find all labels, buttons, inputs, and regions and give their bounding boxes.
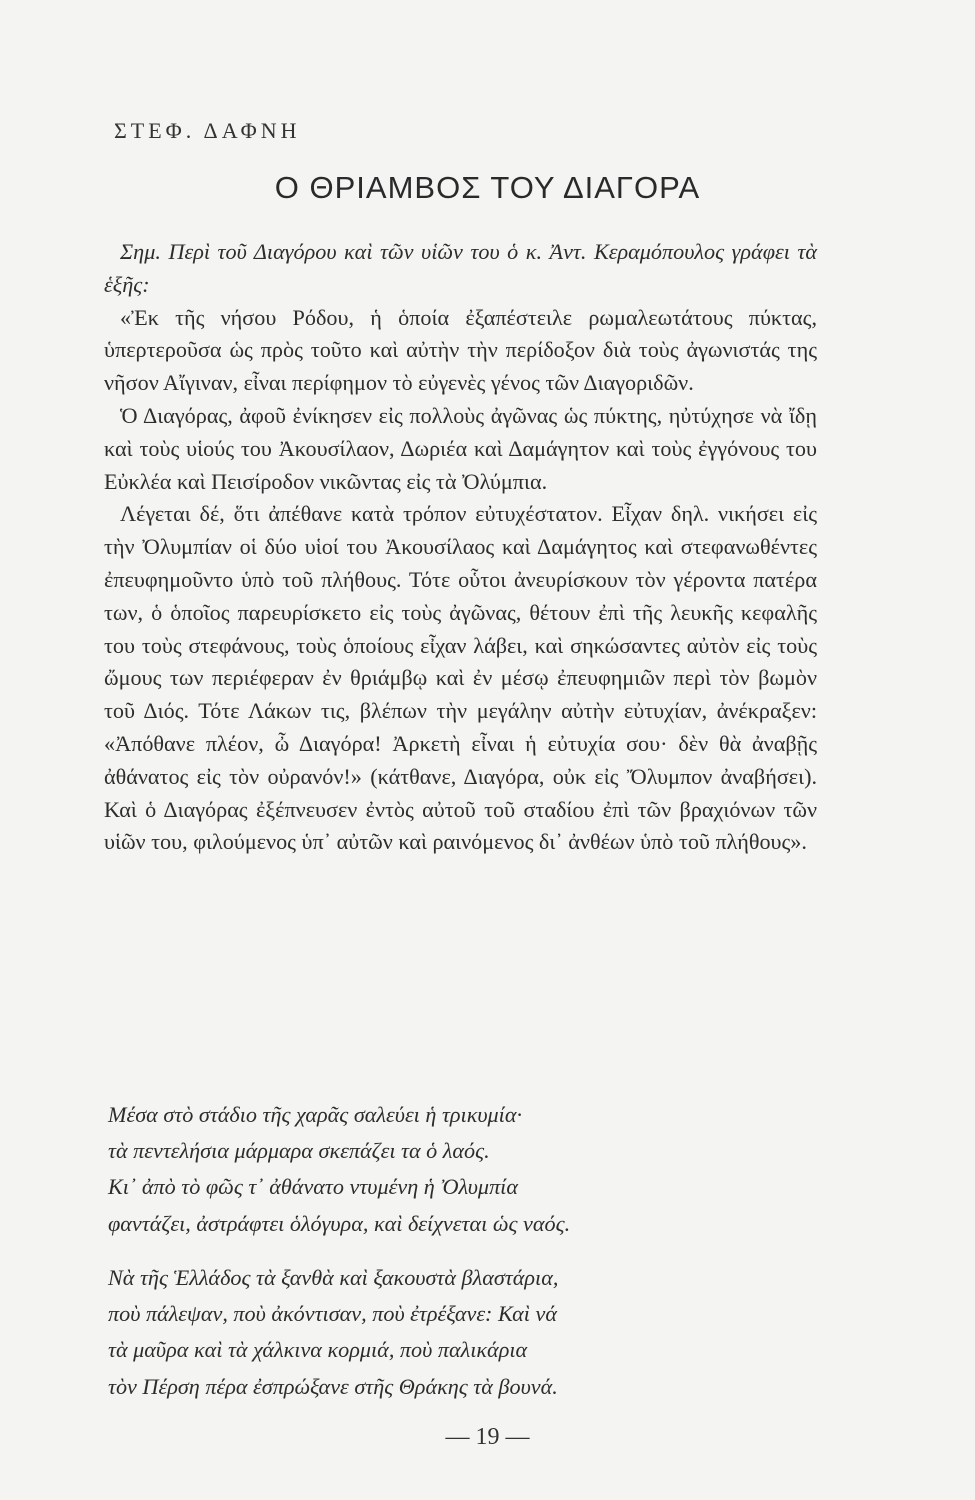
note-text: Περὶ τοῦ Διαγόρου καὶ τῶν υἱῶν του ὁ κ. Ἀντ. Κεραμόπουλος γράφει τὰ ἑξῆς: xyxy=(104,239,817,297)
poem-stanza-2 xyxy=(108,1260,808,1405)
poem-line: Μέσα στὸ στάδιο τῆς χαρᾶς σαλεύει ἡ τρικυμία· xyxy=(108,1102,523,1127)
poem-stanza-1 xyxy=(108,1097,808,1242)
poem-line: τὸν Πέρση πέρα ἐσπρώξανε στῆς Θράκης τὰ βουνά. xyxy=(108,1373,558,1399)
editorial-note xyxy=(104,236,817,302)
quote-paragraph-2: Ὁ Διαγόρας, ἀφοῦ ἐνίκησεν εἰς πολλοὺς ἀγῶνας ὡς πύκτης, ηὐτύχησε νὰ ἴδῃ καὶ τοὺς υἱούς του Ἀκουσίλαον, Δωριέα καὶ Δαμάγητον καὶ τοὺς ἐγγόνους του Εὐκλέα καὶ Πεισίροδον νικῶντας εἰς τὰ Ὀλύμπια. xyxy=(104,402,817,494)
poem-line: τὰ πεντελήσια μάρμαρα σκεπάζει τα ὁ λαός. xyxy=(108,1138,490,1164)
poem-line: Κι᾿ ἀπὸ τὸ φῶς τ᾿ ἀθάνατο ντυμένη ἡ Ὀλυμπία xyxy=(108,1174,518,1200)
poem-line: ποὺ πάλεψαν, ποὺ ἀκόντισαν, ποὺ ἐτρέξανε: Καὶ νά xyxy=(108,1301,558,1327)
poem-line: Νὰ τῆς Ἑλλάδος τὰ ξανθὰ καὶ ξακουστὰ βλαστάρια, xyxy=(108,1265,559,1290)
prose-body xyxy=(104,236,817,859)
quote-paragraph-3: Λέγεται δέ, ὅτι ἀπέθανε κατὰ τρόπον εὐτυχέστατον. Εἶχαν δηλ. νικήσει εἰς τὴν Ὀλυμπίαν οἱ δύο υἱοί του Ἀκουσίλαος καὶ Δαμάγητος καὶ στεφανωθέντες ἐπευφημοῦντο ὑπὸ τοῦ πλήθους. Τότε οὗτοι ἀνευρίσκουν τὸν γέροντα πατέρα των, ὁ ὁποῖος παρευρίσκετο εἰς τοὺς ἀγῶνας, θέτουν ἐπὶ τῆς λευκῆς κεφαλῆς του τοὺς στεφάνους, τοὺς ὁποίους εἶχαν λάβει, καὶ σηκώσαντες αὐτὸν εἰς τοὺς ὤμους των περιέφεραν ἐν θριάμβῳ καὶ ἐν μέσῳ ἐπευφημιῶν περὶ τὸν βωμὸν τοῦ Διός. Τότε Λάκων τις, βλέπων τὴν μεγάλην αὐτὴν εὐτυχίαν, ἀνέκραξεν: «Ἀπόθανε πλέον, ὦ Διαγόρα! Ἀρκετὴ εἶναι ἡ εὐτυχία σου· δὲν θὰ ἀναβῇς ἀθάνατος εἰς τὸν οὐρανόν!» (κάτθανε, Διαγόρα, οὐκ εἰς Ὄλυμπον ἀναβήσει). Καὶ ὁ Διαγόρας ἐξέπνευσεν ἐντὸς αὐτοῦ τοῦ σταδίου ἐπὶ τῶν βραχιόνων τῶν υἱῶν του, φιλούμενος ὑπ᾿ αὐτῶν καὶ ραινόμενος δι᾿ ἀνθέων ὑπὸ τοῦ πλήθους». xyxy=(104,501,817,855)
note-label: Σημ. xyxy=(120,239,161,264)
poem-line: φαντάζει, ἀστράφτει ὁλόγυρα, καὶ δείχνεται ὡς ναός. xyxy=(108,1210,571,1236)
quote-paragraph-1: «Ἐκ τῆς νήσου Ρόδου, ἡ ὁποία ἐξαπέστειλε ρωμαλεωτάτους πύκτας, ὑπερτεροῦσα ὡς πρὸς τοῦτο καὶ αὐτὴν τὴν περίδοξον διὰ τοὺς ἀγωνιστάς της νῆσον Αἴγιναν, εἶναι περίφημον τὸ εὐγενὲς γένος τῶν Διαγοριδῶν. xyxy=(104,304,817,396)
poem-line: τὰ μαῦρα καὶ τὰ χάλκινα κορμιά, ποὺ παλικάρια xyxy=(108,1337,528,1363)
author-name: ΣΤΕΦ. ΔΑΦΝΗ xyxy=(114,118,301,143)
page-title: Ο ΘΡΙΑΜΒΟΣ ΤΟΥ ΔΙΑΓΟΡΑ xyxy=(274,170,701,205)
page-number: — 19 — xyxy=(445,1424,530,1450)
